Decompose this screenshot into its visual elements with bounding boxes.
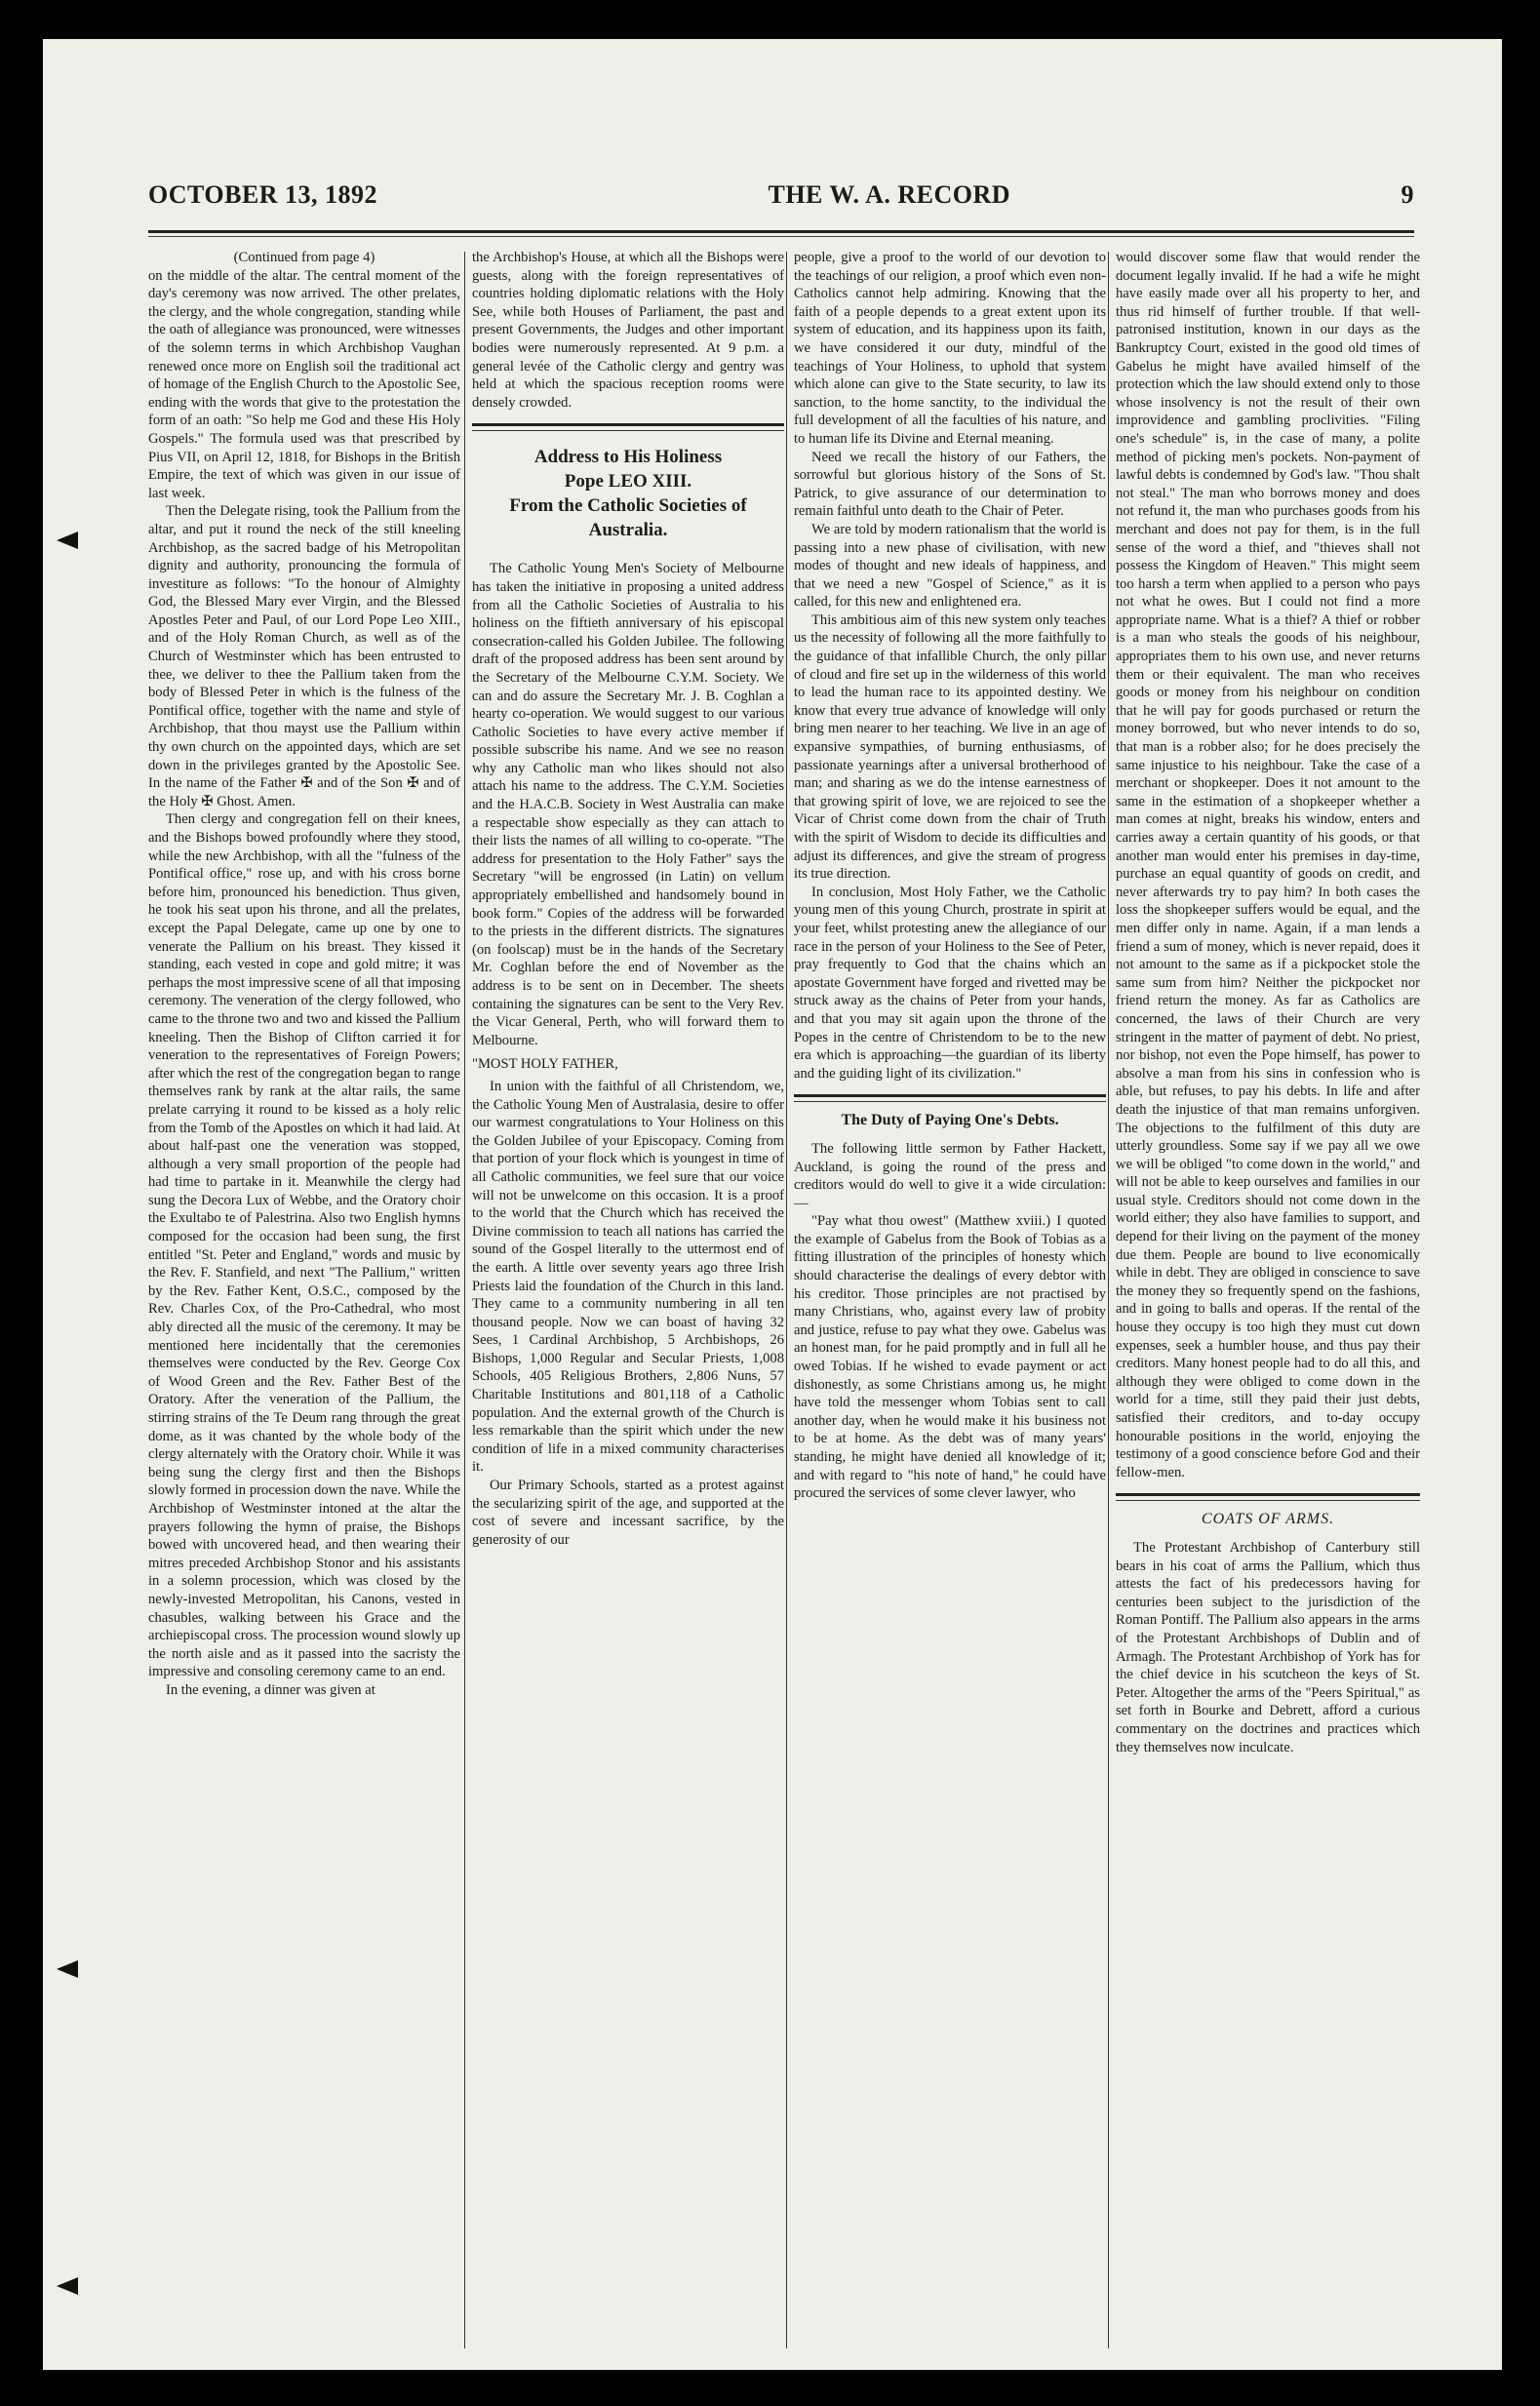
margin-pointer-icon	[57, 532, 78, 549]
article-paragraph: The Catholic Young Men's Society of Melbourne has taken the initiative in proposing a united address from all the Catholic Societies of Australia to his holiness on the fiftieth anniversary of his episcopal consecration-called his Golden Jubilee. The following draft of the proposed address has been sent around by the Secretary of the Melbourne C.Y.M. Society. We can and do assure the Secretary Mr. J. B. Coghlan a hearty co-operation. We would suggest to our various Catholic Societies to have every active member if possible subscribe his name. And we see no reason why any Catholic man who likes should not also attach his name to the address. The C.Y.M. Societies and the H.A.C.B. Society in West Australia can make a respectable show especially as they can attach to their lists the names of all willing to co-operate. "The address for presentation to the Holy Father" says the Secretary "will be engrossed (in Latin) on vellum appropriately embellished and handsomely bound in book form." Copies of the address will be forwarded to the priests in the different districts. The signatures (on foolscap) must be in the hands of the Secretary Mr. Coghlan before the end of November as the address is to be sent on in December. The sheets containing the signatures can be sent to the Very Rev. the Vicar General, Perth, who will forward them to Melbourne.	[472, 561, 784, 1048]
newspaper-page	[43, 39, 1502, 2370]
article-paragraph: The Protestant Archbishop of Canterbury still bears in his coat of arms the Pallium, which thus attests the fact of his predecessors having for centuries been subject to the jurisdiction of the Roman Pontiff. The Pallium also appears in the arms of the Protestant Archbishops of Dublin and of Armagh. The Protestant Archbishop of York has for the chief device in his scutcheon the keys of St. Peter. Altogether the arms of the "Peers Spiritual," as set forth in Bourke and Debrett, afford a curious commentary on the doctrines and practices which they themselves now inculcate.	[1116, 1539, 1420, 1755]
heading-line: Australia.	[588, 520, 668, 541]
margin-pointer-icon	[57, 2277, 78, 2295]
article-paragraph: We are told by modern rationalism that the world is passing into a new phase of civilisation, with new modes of thought and new ideals of happiness, and that we need a new "Gospel of Science," as it is called, for this new and enlightened era.	[794, 521, 1106, 611]
header-rule	[148, 230, 1414, 233]
margin-pointer-icon	[57, 1960, 78, 1978]
continued-note: (Continued from page 4)	[233, 250, 375, 265]
coats-of-arms-heading: COATS OF ARMS.	[1201, 1511, 1335, 1528]
column-divider	[1108, 252, 1109, 2348]
article-paragraph: "Pay what thou owest" (Matthew xviii.) I quoted the example of Gabelus from the Book of Tobias as a fitting illustration of the principles of honesty which should characterise the dealings of every debtor with his creditor. Those principles are not practised by many Christians, who, against every law of probity and justice, refuse to pay what they owe. Gabelus was an honest man, for he paid promptly and in full all he owed Tobias. If he wished to evade payment or act dishonestly, as some Christians among us, he might have told the messenger whom Tobias sent to call another day, when he would make it his business not to be at home. As the debt was of many years' standing, he might have denied all knowledge of it; and with regard to "his note of hand," he could have procured the services of some clever lawyer, who	[794, 1213, 1106, 1502]
article-paragraph: In conclusion, Most Holy Father, we the Catholic young men of this young Church, prostrate in spirit at your feet, whilst protesting anew the allegiance of our race in the person of your Holiness to the See of Peter, pray frequently to God that the chains which an apostate Government have forged and rivetted may be struck away as the chains of Peter from your hands, and that you may sit again upon the throne of the Popes in the centre of Christendom to be to the new era which is approaching—the guardian of its liberty and the guiding light of its civilization."	[794, 884, 1106, 1082]
article-paragraph: Need we recall the history of our Fathers, the sorrowful but glorious history of the Sons of St. Patrick, to give assurance of our determination to remain faithful unto death to the Chair of Peter.	[794, 449, 1106, 520]
column-3	[794, 249, 1106, 2360]
column-1	[148, 249, 460, 2360]
column-divider	[464, 252, 465, 2348]
section-rule	[794, 1094, 1106, 1097]
section-rule-thin	[472, 430, 784, 431]
article-paragraph: the Archbishop's House, at which all the Bishops were guests, along with the foreign representatives of countries holding diplomatic relations with the Holy See, while both Houses of Parliament, the past and present Governments, the Judges and other important bodies were numerously represented. At 9 p.m. a general levée of the Catholic clergy and gentry was held at which the spacious reception rooms were densely crowded.	[472, 250, 784, 411]
section-rule-thin	[1116, 1500, 1420, 1501]
address-heading	[472, 445, 784, 542]
column-4	[1116, 249, 1420, 2360]
header-rule-thin	[148, 236, 1414, 237]
masthead-title: THE W. A. RECORD	[768, 180, 1011, 209]
salutation: "MOST HOLY FATHER,	[472, 1056, 618, 1073]
article-paragraph: on the middle of the altar. The central moment of the day's ceremony was now arrived. The other prelates, the clergy, and the whole congregation, standing while the oath of allegiance was pronounced, were witnesses of the solemn terms in which Archbishop Vaughan renewed once more on English soil the traditional act of homage of the English Church to the Apostolic See, ending with the words that give to the protestation the form of an oath: "So help me God and these His Holy Gospels." The formula used was that prescribed by Pius VII, on April 12, 1818, for Bishops in the British Empire, the text of which was given in our issue of last week.	[148, 267, 460, 501]
debts-heading: The Duty of Paying One's Debts.	[841, 1112, 1059, 1129]
article-paragraph: would discover some flaw that would render the document legally invalid. If he had a wife he might have easily made over all his property to her, and thus rid himself of further trouble. If that well-patronised institution, known in our days as the Bankruptcy Court, existed in the good old times of Gabelus he might have availed himself of the protection which the law should extend only to those whose insolvency is not the result of their own improvidence and gambling proclivities. "Filing one's schedule" is, in the case of many, a polite method of picking men's pockets. Non-payment of lawful debts is condemned by God's law. "Thou shalt not steal." The man who borrows money and does not refund it, the man who purchases goods from his merchant and does not pay for them, is in the full sense of the word a thief, and "thieves shall not possess the Kingdom of Heaven." This might seem too harsh a term when applied to a person who pays not what he owes. But I could not find a more appropriate name. What is a thief? A thief or robber is a man who steals the goods of his neighbour, appropriates them to his own use, and never returns them or their equivalent. The man who receives goods or money from his neighbour on condition that he will pay for goods purchased or return the money borrowed, but who never intends to do so, that man is a robber also; for he does precisely the same injustice to his neighbour. Take the case of a merchant or shopkeeper. Does it not amount to the same in the estimation of a shopkeeper whether a man comes at night, breaks his window, enters and carries away a certain quantity of his goods, or that another man would enter his premises in day-time, purchase an equal quantity of goods on credit, and never afterwards try to pay him? In both cases the loss the shopkeeper suffers would be equal, and the men differ only in name. Again, if a man lends a friend a sum of money, which is never repaid, does it not amount to the same as if a pickpocket stole the same sum from him? Neither the pickpocket nor friend return the money. As far as Catholics are concerned, the laws of their Church are very stringent in the matter of payment of debt. No priest, nor bishop, not even the Pope himself, has power to absolve a man from his sins in confession who is able, but refuses, to pay his debts. In life and after death the injustice of that man remains unforgiven. The objections to the fulfilment of this duty are utterly groundless. Some say if we pay all we owe we will be obliged "to come down in the world," and will not be able to keep ourselves and families in our usual style. Creditors should not come down in the world either; they also have families to support, and depend for their living on the payment of the money due them. People are bound to live economically while in debt. They are obliged in conscience to save the money they so frequently spend on the fashions, and in going to balls and operas. If the rental of the house they occupy is too high they must cut down expenses, seek a humbler house, and thus pay their creditors. Many honest people had to do all this, and although they were obliged to come down in the world for a time, still they paid their just debts, satisfied their creditors, and to-day occupy honourable positions in the world, enjoying the testimony of a good conscience before God and their fellow-men.	[1116, 250, 1420, 1480]
issue-date: OCTOBER 13, 1892	[148, 180, 378, 209]
article-paragraph: Then clergy and congregation fell on their knees, and the Bishops bowed profoundly where they stood, while the new Archbishop, with all the "fulness of the Pontifical office," rose up, and with his cross borne before him, pronounced his benediction. Thus given, he took his seat upon his throne, and all the prelates, except the Papal Delegate, came up one by one to venerate the Pallium on his breast. They kissed it standing, each vested in cope and gold mitre; it was perhaps the most impressive scene of all that imposing ceremony. The veneration of the clergy followed, who came to the throne two and two and kissed the Pallium kneeling. Then the Bishop of Clifton carried it for veneration to the representatives of Foreign Powers; after which the rest of the congregation began to range themselves rank by rank at the altar rails, the same prelate carrying it round to be kissed as a holy relic from the Tomb of the Apostles on which it had laid. At about half-past one the veneration was stopped, although a very small proportion of the people had had time to partake in it. Meanwhile the clergy had sung the Decora Lux of Webbe, and the Oratory choir the Exultabo te of Palestrina. Also two English hymns composed for the occasion had been sung, the first entitled "St. Peter and England," words and music by the Rev. F. Stanfield, and next "The Pallium," written by the Rev. Father Kent, O.S.C., composed by the Rev. Charles Cox, of the Pro-Cathedral, who most ably directed all the music of the ceremony. It may be mentioned here incidentally that the ceremonies themselves were conducted by the Rev. George Cox of Wood Green and the Rev. Father Best of the Oratory. After the veneration of the Pallium, the stirring strains of the Te Deum rang through the great dome, as it was chanted by the whole body of the clergy alternately with the Oratory choir. While it was being sung the clergy first and then the Bishops slowly formed in procession down the nave. While the Archbishop of Westminster intoned at the altar the prayers following the hymn of praise, the Bishops bowed with uncovered head, and then wearing their mitres preceded Archbishop Stonor and his assistants in a solemn procession, which was closed by the newly-invested Metropolitan, his Canons, vested in chasubles, walking between his Grace and the archiepiscopal cross. The procession wound slowly up the north aisle and as it passed into the sacristy the impressive and consoling ceremony came to an end.	[148, 811, 460, 1680]
article-paragraph: In union with the faithful of all Christendom, we, the Catholic Young Men of Australasia, desire to offer our warmest congratulations to Your Holiness on this the Golden Jubilee of your Episcopacy. Coming from that portion of your flock which is youngest in time of all Catholic communities, we feel sure that our voice will not be unwelcome on this occasion. It is a proof to the world that the Church which has received the Divine commission to teach all nations has carried the sound of the Gospel literally to the uttermost end of the earth. A little over seventy years ago three Irish Priests laid the foundation of the Church in this land. They came to a community numbering in all ten thousand people. Now we can boast of having 32 Sees, 1 Cardinal Archbishop, 5 Archbishops, 26 Bishops, 1,000 Regular and Secular Priests, 1,008 Schools, 405 Religious Brothers, 2,806 Nuns, 57 Charitable Institutions and 801,118 of a Catholic population. And the external growth of the Church is less remarkable than the spirit which under the new condition of life in a mixed community characterises it.	[472, 1078, 784, 1476]
section-rule	[472, 423, 784, 426]
heading-line: From the Catholic Societies of	[509, 495, 747, 517]
article-paragraph: Then the Delegate rising, took the Pallium from the altar, and put it round the neck of the still kneeling Archbishop, as the sacred badge of his Metropolitan dignity and authority, pronouncing the formula of investiture as follows: "To the honour of Almighty God, the Blessed Mary ever Virgin, and the Blessed Apostles Peter and Paul, of our Lord Pope Leo XIII., and of the Holy Roman Church, as well as of the Church of Westminster which has been entrusted to thee, we deliver to thee the Pallium taken from the body of Blessed Peter in which is the fulness of the Pontifical office, together with the name and style of Archbishop, that thou mayst use the Pallium within thy own church on the appointed days, which are set down in the privileges granted by the Apostolic See. In the name of the Father ✠ and of the Son ✠ and of the Holy ✠ Ghost. Amen.	[148, 503, 460, 809]
heading-line: Pope LEO XIII.	[564, 471, 692, 493]
article-paragraph: people, give a proof to the world of our devotion to the teachings of our religion, a proof which even non-Catholics cannot help admiring. Knowing that the faith of a people depends to a great extent upon its system of education, and its happiness upon its faith, we have considered it our duty, mindful of the teachings of Your Holiness, to uphold that system which alone can give to the State security, to law its sanction, to the home sanctity, to the individual the full development of all the faculties of his nature, and to human life its Divine and Eternal meaning.	[794, 250, 1106, 447]
article-paragraph: The following little sermon by Father Hackett, Auckland, is going the round of the press and creditors would do well to give it a wide circulation:—	[794, 1140, 1106, 1211]
section-rule-thin	[794, 1101, 1106, 1102]
article-paragraph: This ambitious aim of this new system only teaches us the necessity of following all the more faithfully to the guidance of that infallible Church, the only pillar of cloud and fire set up in the wilderness of this world to lead the human race to its appointed destiny. We know that every true advance of knowledge will only bring men nearer to her teaching. We live in an age of expansive sympathies, of burning enthusiasms, of passionate yearnings after a universal brotherhood of man; and sharing as we do the intense earnestness of that growing spirit of love, we are rejoiced to see the Vicar of Christ come down from the chair of Truth with the spirit of Wisdom to decide its difficulties and adjust its differences, and give the stream of progress its true direction.	[794, 611, 1106, 883]
article-paragraph: Our Primary Schools, started as a protest against the secularizing spirit of the age, and supported at the cost of severe and incessant sacrifice, by the generosity of our	[472, 1478, 784, 1548]
page-number: 9	[1401, 180, 1414, 209]
column-divider	[786, 252, 787, 2348]
article-paragraph: In the evening, a dinner was given at	[166, 1681, 375, 1698]
page-header	[43, 171, 1502, 219]
heading-line: Address to His Holiness	[533, 447, 723, 468]
column-2	[472, 249, 784, 2360]
section-rule	[1116, 1493, 1420, 1496]
